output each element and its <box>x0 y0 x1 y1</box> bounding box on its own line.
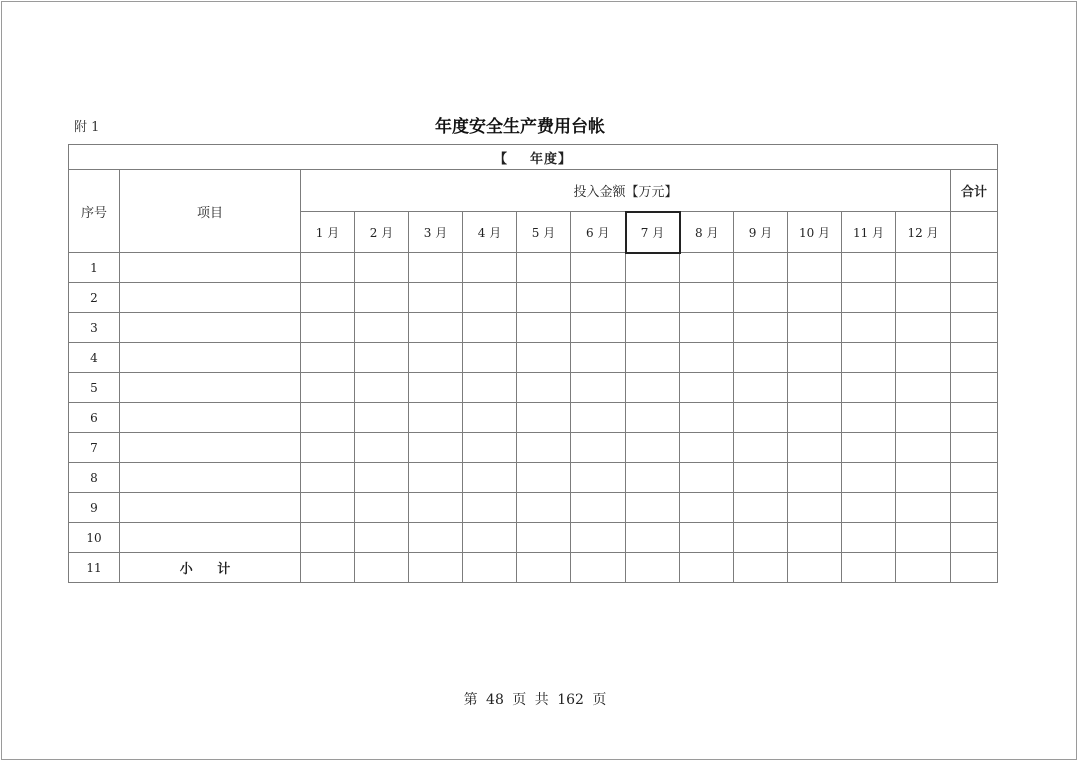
row-item-cell[interactable] <box>120 313 301 343</box>
header-month-12: 12 月 <box>896 212 951 253</box>
row-month-11-cell[interactable] <box>842 553 896 583</box>
row-month-6-cell[interactable] <box>571 433 626 463</box>
header-month-3: 3 月 <box>409 212 463 253</box>
header-row-1 <box>69 170 998 212</box>
row-month-6-cell[interactable] <box>571 373 626 403</box>
header-month-4: 4 月 <box>463 212 517 253</box>
row-item-cell[interactable] <box>120 373 301 403</box>
row-item-cell[interactable] <box>120 523 301 553</box>
row-month-3-cell[interactable] <box>409 433 463 463</box>
header-month-6: 6 月 <box>571 212 626 253</box>
row-total-cell[interactable] <box>951 283 998 313</box>
row-month-5-cell[interactable] <box>517 343 571 373</box>
row-month-7-cell[interactable] <box>626 373 680 403</box>
year-row <box>69 145 998 170</box>
row-month-2-cell[interactable] <box>355 373 409 403</box>
row-seq: 4 <box>69 343 120 373</box>
row-month-8-cell[interactable] <box>680 523 734 553</box>
row-month-4-cell[interactable] <box>463 523 517 553</box>
header-month-5: 5 月 <box>517 212 571 253</box>
table-row <box>69 463 998 493</box>
row-month-6-cell[interactable] <box>571 313 626 343</box>
header-month-7: 7 月 <box>626 212 680 253</box>
row-month-3-cell[interactable] <box>409 553 463 583</box>
row-item-cell[interactable] <box>120 463 301 493</box>
row-month-10-cell[interactable] <box>788 493 842 523</box>
row-seq: 2 <box>69 283 120 313</box>
row-item-cell[interactable] <box>120 403 301 433</box>
table-row <box>69 313 998 343</box>
row-month-1-cell[interactable] <box>301 523 355 553</box>
row-month-10-cell[interactable] <box>788 433 842 463</box>
row-month-1-cell[interactable] <box>301 493 355 523</box>
row-month-4-cell[interactable] <box>463 493 517 523</box>
row-total-cell[interactable] <box>951 373 998 403</box>
row-month-1-cell[interactable] <box>301 253 355 283</box>
row-month-7-cell[interactable] <box>626 403 680 433</box>
row-seq: 9 <box>69 493 120 523</box>
row-month-4-cell[interactable] <box>463 253 517 283</box>
row-total-cell[interactable] <box>951 313 998 343</box>
row-month-11-cell[interactable] <box>842 253 896 283</box>
row-month-5-cell[interactable] <box>517 283 571 313</box>
header-month-1: 1 月 <box>301 212 355 253</box>
row-month-12-cell[interactable] <box>896 313 951 343</box>
row-seq: 8 <box>69 463 120 493</box>
row-month-9-cell[interactable] <box>734 253 788 283</box>
row-month-9-cell[interactable] <box>734 493 788 523</box>
row-month-5-cell[interactable] <box>517 493 571 523</box>
row-total-cell[interactable] <box>951 493 998 523</box>
row-month-3-cell[interactable] <box>409 523 463 553</box>
row-month-8-cell[interactable] <box>680 283 734 313</box>
table-row <box>69 493 998 523</box>
table-row <box>69 343 998 373</box>
row-month-10-cell[interactable] <box>788 553 842 583</box>
row-month-2-cell[interactable] <box>355 403 409 433</box>
row-month-8-cell[interactable] <box>680 343 734 373</box>
annex-label: 附 1 <box>74 120 100 135</box>
row-seq: 10 <box>69 523 120 553</box>
row-month-10-cell[interactable] <box>788 343 842 373</box>
row-total-cell[interactable] <box>951 463 998 493</box>
year-cell[interactable] <box>69 145 998 170</box>
row-month-11-cell[interactable] <box>842 463 896 493</box>
row-month-12-cell[interactable] <box>896 343 951 373</box>
row-month-4-cell[interactable] <box>463 553 517 583</box>
header-month-9: 9 月 <box>734 212 788 253</box>
row-month-10-cell[interactable] <box>788 523 842 553</box>
row-month-2-cell[interactable] <box>355 283 409 313</box>
row-month-3-cell[interactable] <box>409 313 463 343</box>
row-month-6-cell[interactable] <box>571 343 626 373</box>
row-month-3-cell[interactable] <box>409 283 463 313</box>
row-month-2-cell[interactable] <box>355 253 409 283</box>
row-month-1-cell[interactable] <box>301 433 355 463</box>
row-month-8-cell[interactable] <box>680 313 734 343</box>
page-footer: 第 48 页 共 162 页 <box>463 692 607 708</box>
row-month-10-cell[interactable] <box>788 373 842 403</box>
table-row <box>69 253 998 283</box>
row-month-5-cell[interactable] <box>517 253 571 283</box>
row-month-3-cell[interactable] <box>409 493 463 523</box>
row-month-5-cell[interactable] <box>517 553 571 583</box>
row-total-cell[interactable] <box>951 253 998 283</box>
row-item-cell[interactable] <box>120 283 301 313</box>
row-total-cell[interactable] <box>951 343 998 373</box>
row-total-cell[interactable] <box>951 553 998 583</box>
row-month-3-cell[interactable] <box>409 463 463 493</box>
table-row <box>69 523 998 553</box>
row-month-3-cell[interactable] <box>409 253 463 283</box>
header-amount: 投入金额【万元】 <box>301 170 951 212</box>
row-seq: 7 <box>69 433 120 463</box>
row-month-5-cell[interactable] <box>517 403 571 433</box>
row-month-1-cell[interactable] <box>301 313 355 343</box>
row-month-4-cell[interactable] <box>463 283 517 313</box>
header-item: 项目 <box>120 170 301 253</box>
row-month-10-cell[interactable] <box>788 313 842 343</box>
row-month-6-cell[interactable] <box>571 553 626 583</box>
row-month-9-cell[interactable] <box>734 553 788 583</box>
row-month-6-cell[interactable] <box>571 463 626 493</box>
row-month-9-cell[interactable] <box>734 373 788 403</box>
row-month-12-cell[interactable] <box>896 253 951 283</box>
row-month-1-cell[interactable] <box>301 343 355 373</box>
row-month-12-cell[interactable] <box>896 553 951 583</box>
row-month-1-cell[interactable] <box>301 283 355 313</box>
row-item-cell[interactable] <box>120 253 301 283</box>
header-month-2: 2 月 <box>355 212 409 253</box>
row-month-1-cell[interactable] <box>301 373 355 403</box>
row-month-6-cell[interactable] <box>571 253 626 283</box>
row-month-2-cell[interactable] <box>355 433 409 463</box>
row-month-9-cell[interactable] <box>734 523 788 553</box>
row-month-11-cell[interactable] <box>842 343 896 373</box>
row-month-11-cell[interactable] <box>842 283 896 313</box>
row-month-6-cell[interactable] <box>571 283 626 313</box>
table-row <box>69 373 998 403</box>
row-month-12-cell[interactable] <box>896 373 951 403</box>
row-month-2-cell[interactable] <box>355 523 409 553</box>
document-title: 年度安全生产费用台帐 <box>435 117 605 137</box>
row-month-10-cell[interactable] <box>788 283 842 313</box>
row-month-2-cell[interactable] <box>355 463 409 493</box>
row-month-11-cell[interactable] <box>842 493 896 523</box>
row-seq: 6 <box>69 403 120 433</box>
header-seq: 序号 <box>69 170 120 253</box>
header-month-10: 10 月 <box>788 212 842 253</box>
row-month-5-cell[interactable] <box>517 523 571 553</box>
row-seq: 1 <box>69 253 120 283</box>
row-month-12-cell[interactable] <box>896 403 951 433</box>
row-month-6-cell[interactable] <box>571 523 626 553</box>
row-month-7-cell[interactable] <box>626 343 680 373</box>
row-subtotal-label[interactable]: 小 计 <box>120 553 301 583</box>
row-item-cell[interactable] <box>120 343 301 373</box>
row-month-4-cell[interactable] <box>463 343 517 373</box>
row-month-8-cell[interactable] <box>680 253 734 283</box>
row-seq: 5 <box>69 373 120 403</box>
year-label: 年度】 <box>530 151 573 167</box>
row-month-1-cell[interactable] <box>301 403 355 433</box>
row-month-6-cell[interactable] <box>571 493 626 523</box>
row-seq: 11 <box>69 553 120 583</box>
row-month-9-cell[interactable] <box>734 343 788 373</box>
row-month-12-cell[interactable] <box>896 433 951 463</box>
row-month-8-cell[interactable] <box>680 373 734 403</box>
row-month-1-cell[interactable] <box>301 553 355 583</box>
row-month-7-cell[interactable] <box>626 253 680 283</box>
row-month-7-cell[interactable] <box>626 283 680 313</box>
year-bracket: 【 <box>494 151 509 167</box>
row-month-11-cell[interactable] <box>842 433 896 463</box>
row-month-7-cell[interactable] <box>626 523 680 553</box>
row-month-9-cell[interactable] <box>734 313 788 343</box>
row-month-4-cell[interactable] <box>463 463 517 493</box>
row-month-12-cell[interactable] <box>896 463 951 493</box>
row-month-8-cell[interactable] <box>680 553 734 583</box>
row-month-7-cell[interactable] <box>626 433 680 463</box>
row-month-4-cell[interactable] <box>463 403 517 433</box>
row-month-7-cell[interactable] <box>626 313 680 343</box>
row-month-8-cell[interactable] <box>680 433 734 463</box>
row-seq: 3 <box>69 313 120 343</box>
row-total-cell[interactable] <box>951 523 998 553</box>
row-month-5-cell[interactable] <box>517 433 571 463</box>
row-month-10-cell[interactable] <box>788 253 842 283</box>
row-item-cell[interactable] <box>120 433 301 463</box>
row-month-9-cell[interactable] <box>734 463 788 493</box>
row-month-4-cell[interactable] <box>463 313 517 343</box>
row-month-6-cell[interactable] <box>571 403 626 433</box>
row-month-2-cell[interactable] <box>355 553 409 583</box>
row-month-9-cell[interactable] <box>734 433 788 463</box>
row-total-cell[interactable] <box>951 433 998 463</box>
row-month-2-cell[interactable] <box>355 343 409 373</box>
row-month-1-cell[interactable] <box>301 463 355 493</box>
row-total-cell[interactable] <box>951 403 998 433</box>
row-month-8-cell[interactable] <box>680 463 734 493</box>
safety-cost-ledger-table <box>68 144 998 583</box>
row-month-7-cell[interactable] <box>626 493 680 523</box>
row-month-5-cell[interactable] <box>517 373 571 403</box>
header-total-blank <box>951 212 998 253</box>
header-month-11: 11 月 <box>842 212 896 253</box>
row-month-8-cell[interactable] <box>680 403 734 433</box>
header-month-8: 8 月 <box>680 212 734 253</box>
header-total: 合计 <box>951 170 998 212</box>
row-month-12-cell[interactable] <box>896 283 951 313</box>
row-month-11-cell[interactable] <box>842 313 896 343</box>
row-month-2-cell[interactable] <box>355 493 409 523</box>
table-row <box>69 553 998 583</box>
table-row <box>69 403 998 433</box>
document-page <box>1 1 1077 760</box>
row-month-4-cell[interactable] <box>463 433 517 463</box>
row-month-3-cell[interactable] <box>409 403 463 433</box>
row-month-9-cell[interactable] <box>734 283 788 313</box>
row-month-8-cell[interactable] <box>680 493 734 523</box>
row-month-2-cell[interactable] <box>355 313 409 343</box>
row-month-10-cell[interactable] <box>788 403 842 433</box>
row-month-3-cell[interactable] <box>409 343 463 373</box>
row-month-11-cell[interactable] <box>842 403 896 433</box>
row-month-12-cell[interactable] <box>896 523 951 553</box>
row-item-cell[interactable] <box>120 493 301 523</box>
table-row <box>69 433 998 463</box>
row-month-7-cell[interactable] <box>626 553 680 583</box>
row-month-5-cell[interactable] <box>517 463 571 493</box>
row-month-4-cell[interactable] <box>463 373 517 403</box>
row-month-10-cell[interactable] <box>788 463 842 493</box>
row-month-9-cell[interactable] <box>734 403 788 433</box>
row-month-11-cell[interactable] <box>842 373 896 403</box>
row-month-5-cell[interactable] <box>517 313 571 343</box>
row-month-3-cell[interactable] <box>409 373 463 403</box>
row-month-11-cell[interactable] <box>842 523 896 553</box>
table-row <box>69 283 998 313</box>
row-month-12-cell[interactable] <box>896 493 951 523</box>
row-month-7-cell[interactable] <box>626 463 680 493</box>
